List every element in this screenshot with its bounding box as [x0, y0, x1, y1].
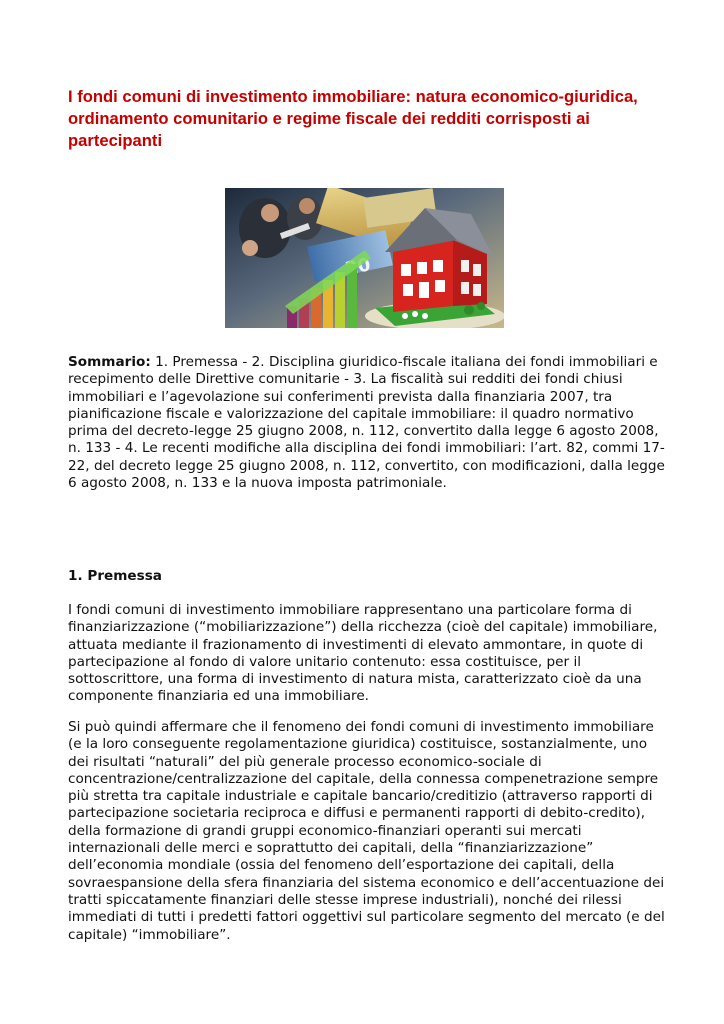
summary-text: 1. Premessa - 2. Disciplina giuridico-fiscale italiana dei fondi immobiliari e recepimento delle Direttive comunitarie - 3. La fiscalità sui redditi dei fondi chiusi immobiliari e l’agevolazione sui conferimenti prevista dalla finanziaria 2007, tra pianificazione fiscale e valorizzazione del capitale immobiliare: il quadro normativo prima del decreto-legge 25 giugno 2008, n. 112, convertito dalla legge 6 agosto 2008, n. 133 - 4. Le recenti modifiche alla disciplina dei fondi immobiliari: l’art. 82, commi 17-22, del decreto legge 25 giugno 2008, n. 112, convertito, con modificazioni, dalla legge 6 agosto 2008, n. 133 e la nuova imposta patrimoniale.: [68, 354, 665, 492]
paragraph-2: Si può quindi affermare che il fenomeno dei fondi comuni di investimento immobiliare (e la loro conseguente regolamentazione giuridica) costituisce, sostanzialmente, uno dei risultati “naturali” del più generale processo economico-sociale di concentrazione/centralizzazione del capitale, della connessa compenetrazione sempre più stretta tra capitale industriale e capitale bancario/creditizio (attraverso rapporti di partecipazione societaria reciproca e diffusi e permanenti rapporti di debito-credito), della formazione di grandi gruppi economico-finanziari operanti sui mercati internazionali delle merci e soprattutto dei capitali, della “finanziarizzazione” dell’economia mondiale (ossia del fenomeno dell’esportazione dei capitali, della sovraespansione della sfera finanziaria del sistema economico e dell’accentuazione dei tratti spiccatamente finanziari delle stesse imprese industriali), nonché dei rilessi immediati di tutti i predetti fattori oggettivi sul particolare segmento del mercato (e del capitale) “immobiliare”.: [68, 719, 665, 943]
document-title: I fondi comuni di investimento immobiliare: natura economico-giuridica, ordinamento comunitario e regime fiscale dei redditi corrisposti ai partecipanti: [68, 87, 638, 150]
summary-label: Sommario:: [68, 354, 151, 370]
summary: [68, 354, 668, 492]
hero-image: [225, 188, 504, 328]
paragraph-1: I fondi comuni di investimento immobiliare rappresentano una particolare forma di finanziarizzazione (“mobiliarizzazione”) della ricchezza (cioè del capitale) immobiliare, attuata mediante il frazionamento di investimenti di elevato ammontare, in quote di partecipazione al fondo di valore unitario contenuto: essa costituisce, per il sottoscrittore, una forma di investimento di natura mista, caratterizzato cioè da una componente finanziaria ed una immobiliare.: [68, 602, 658, 705]
section-heading-premessa: 1. Premessa: [68, 568, 162, 584]
